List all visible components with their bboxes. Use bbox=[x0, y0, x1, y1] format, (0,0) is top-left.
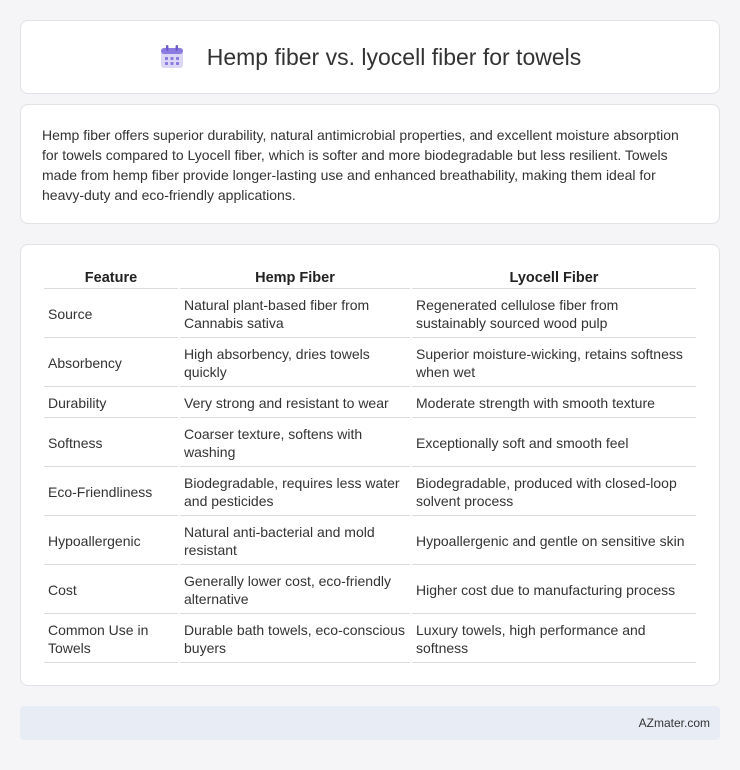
table-row bbox=[44, 389, 696, 418]
footer bbox=[20, 706, 720, 740]
table-row bbox=[44, 420, 696, 467]
table-row bbox=[44, 518, 696, 565]
page-title: Hemp fiber vs. lyocell fiber for towels bbox=[206, 43, 582, 70]
feature-cell: Source bbox=[44, 291, 178, 338]
comparison-table bbox=[42, 265, 698, 665]
lyocell-cell: Regenerated cellulose fiber from sustainably sourced wood pulp bbox=[412, 291, 696, 338]
table-row bbox=[44, 567, 696, 614]
hemp-cell: Generally lower cost, eco-friendly alternative bbox=[180, 567, 410, 614]
hemp-cell: Coarser texture, softens with washing bbox=[180, 420, 410, 467]
lyocell-cell: Biodegradable, produced with closed-loop solvent process bbox=[412, 469, 696, 516]
column-header: Feature bbox=[44, 267, 178, 289]
lyocell-cell: Superior moisture-wicking, retains softness when wet bbox=[412, 340, 696, 387]
hemp-cell: Very strong and resistant to wear bbox=[180, 389, 410, 418]
feature-cell: Absorbency bbox=[44, 340, 178, 387]
table-row bbox=[44, 291, 696, 338]
table-row bbox=[44, 340, 696, 387]
hemp-cell: Durable bath towels, eco-conscious buyers bbox=[180, 616, 410, 663]
calendar-icon bbox=[159, 44, 185, 70]
lyocell-cell: Exceptionally soft and smooth feel bbox=[412, 420, 696, 467]
column-header: Hemp Fiber bbox=[180, 267, 410, 289]
feature-cell: Softness bbox=[44, 420, 178, 467]
table-row bbox=[44, 616, 696, 663]
footer-brand[interactable]: AZmater.com bbox=[638, 716, 710, 730]
feature-cell: Hypoallergenic bbox=[44, 518, 178, 565]
hemp-cell: Natural plant-based fiber from Cannabis sativa bbox=[180, 291, 410, 338]
table-row bbox=[44, 469, 696, 516]
lyocell-cell: Higher cost due to manufacturing process bbox=[412, 567, 696, 614]
column-header: Lyocell Fiber bbox=[412, 267, 696, 289]
hemp-cell: Biodegradable, requires less water and pesticides bbox=[180, 469, 410, 516]
summary-text: Hemp fiber offers superior durability, natural antimicrobial properties, and excellent moisture absorption for towels compared to Lyocell fiber, which is softer and more biodegradable but less resilient. Towels made from hemp fiber provide longer-lasting use and enhanced breathability, making them ideal for heavy-duty and eco-friendly applications. bbox=[42, 127, 679, 203]
lyocell-cell: Hypoallergenic and gentle on sensitive skin bbox=[412, 518, 696, 565]
lyocell-cell: Luxury towels, high performance and softness bbox=[412, 616, 696, 663]
hemp-cell: High absorbency, dries towels quickly bbox=[180, 340, 410, 387]
summary-card bbox=[20, 104, 720, 224]
feature-cell: Common Use in Towels bbox=[44, 616, 178, 663]
feature-cell: Cost bbox=[44, 567, 178, 614]
hemp-cell: Natural anti-bacterial and mold resistant bbox=[180, 518, 410, 565]
comparison-table-card bbox=[20, 244, 720, 686]
feature-cell: Durability bbox=[44, 389, 178, 418]
lyocell-cell: Moderate strength with smooth texture bbox=[412, 389, 696, 418]
title-card bbox=[20, 20, 720, 94]
table-header-row bbox=[44, 267, 696, 289]
feature-cell: Eco-Friendliness bbox=[44, 469, 178, 516]
